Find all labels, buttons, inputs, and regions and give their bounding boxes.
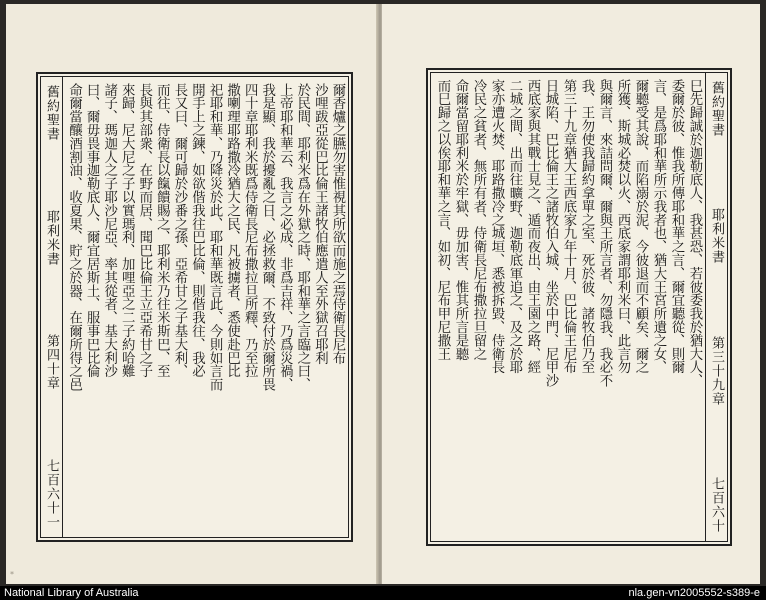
text-column: 諸子、瑪迦人之子耶沙尼亞、率其從者、基大利沙 xyxy=(101,83,117,378)
left-corner-mark: * xyxy=(10,570,14,579)
text-column: 西底家與其戰士見之、遁而夜出、由王園之路、經 xyxy=(525,79,540,374)
text-column: 曰、爾毋畏事迦勒底人、爾宜居斯土、服事巴比倫 xyxy=(84,83,100,378)
left-page xyxy=(6,4,378,584)
text-column: 所獲、斯城必焚以火、西底家謂耶利米曰、此言勿 xyxy=(615,79,630,374)
text-column: 冷民之貧者、無所有者、侍衛長尼布撒拉旦留之 xyxy=(471,79,486,361)
text-column: 委爾於彼、惟我所傳耶和華之言、爾宜聽從、則爾 xyxy=(669,79,684,374)
text-column: 撒喇理耶路撒冷猶大之民、凡被擄者、悉使赴巴比 xyxy=(224,83,240,378)
left-book-name: 耶利米書 xyxy=(44,209,59,266)
right-book-name: 耶利米書 xyxy=(709,208,724,265)
text-column: 來歸、尼大尼之子以實瑪利、加哩亞之二子約哈難 xyxy=(119,83,135,378)
text-column: 命爾當釀酒割油、收夏果、貯之於器、在爾所得之邑 xyxy=(66,83,82,392)
text-column: 命爾當留耶利米於牢獄、毋加害、惟其所言是聽 xyxy=(453,79,468,361)
text-column: 我、王勿使我歸約拿單之室、死於彼、諸牧伯乃至 xyxy=(579,79,594,374)
right-page-frame xyxy=(426,68,732,546)
text-column: 巳先歸誠於迦勒底人、我甚恐、若彼委我於猶大人、 xyxy=(687,79,702,388)
right-chapter: 第三十九章 xyxy=(709,335,724,406)
left-page-frame xyxy=(36,72,353,542)
text-column: 四十章耶利米既爲侍衛長尼布撒拉旦所釋、乃至拉 xyxy=(242,83,258,378)
left-page-number: 七百六十一 xyxy=(44,458,59,529)
footer-library-name: National Library of Australia xyxy=(4,587,139,599)
footer-record-id: nla.gen-vn2005552-s389-e xyxy=(628,587,760,599)
text-column: 祀耶和華、乃降災於此、耶和華既言此、今則如言而 xyxy=(207,83,223,392)
text-column: 日城陷、巴比倫王之諸牧伯入城、坐於中門、尼甲沙 xyxy=(543,79,558,388)
left-book-title: 舊約聖書 xyxy=(44,85,59,141)
text-column: 而往、侍衛長以餼饋賜之、耶利米乃往米斯巴、至 xyxy=(154,83,170,378)
text-column: 我是顯、我於擾亂之日、必拯救爾、不致付於爾所畏 xyxy=(259,83,275,392)
book-spread xyxy=(6,4,760,584)
text-column: 長又曰、爾可歸於沙番之孫、亞希甘之子基大利、 xyxy=(171,83,187,378)
right-text-columns xyxy=(433,79,703,535)
text-column: 上帝耶和華云、我言之必成、非爲吉祥、乃爲災禍、 xyxy=(277,83,293,392)
text-column: 二城之間、出而往曠野、迦勒底軍追之、及之於耶 xyxy=(507,79,522,374)
text-column: 家亦遭火焚、耶路撒冷之城垣、悉被拆毀、侍衛長 xyxy=(489,79,504,374)
text-column: 第三十九章猶大王西底家九年十月、巴比倫王尼布 xyxy=(561,79,576,374)
text-column: 爾香爐之臙勿害惟視其所欲而施之焉侍衛長尼布 xyxy=(330,83,345,365)
left-text-columns xyxy=(65,83,346,531)
text-column: 與爾言、來詰問爾、爾與王所言者、勿隱我、我必不 xyxy=(597,79,612,388)
text-column: 開手上之鍊、如欲偕我往巴比倫、則偕我往、我必 xyxy=(189,83,205,378)
right-page-number: 七百六十 xyxy=(709,476,724,533)
right-page xyxy=(382,4,760,584)
archive-footer xyxy=(0,586,766,600)
text-column: 而巳歸之以俟耶和華之言、如初、尼布甲尼撒王 xyxy=(435,79,450,361)
left-page-margin-strip xyxy=(41,77,63,537)
text-column: 長與其部衆、在野而居、聞巴比倫王立亞希甘之子 xyxy=(136,83,152,378)
text-column: 沙哩跋亞從巴比倫王諸牧伯應遣人至外獄召耶利 xyxy=(312,83,328,365)
right-book-title: 舊約聖書 xyxy=(709,81,724,137)
text-column: 爾聽受其說、而陷溺於泥、今彼退而不顧矣、爾之 xyxy=(633,79,648,374)
text-column: 於民間、耶利米爲在外獄之時、耶和華之言臨之曰、 xyxy=(294,83,310,392)
text-column: 言、是爲耶和華所示我者也、猶大王宮所遺之女、 xyxy=(651,79,666,374)
left-chapter: 第四十章 xyxy=(44,334,59,391)
right-page-margin-strip xyxy=(705,73,727,541)
